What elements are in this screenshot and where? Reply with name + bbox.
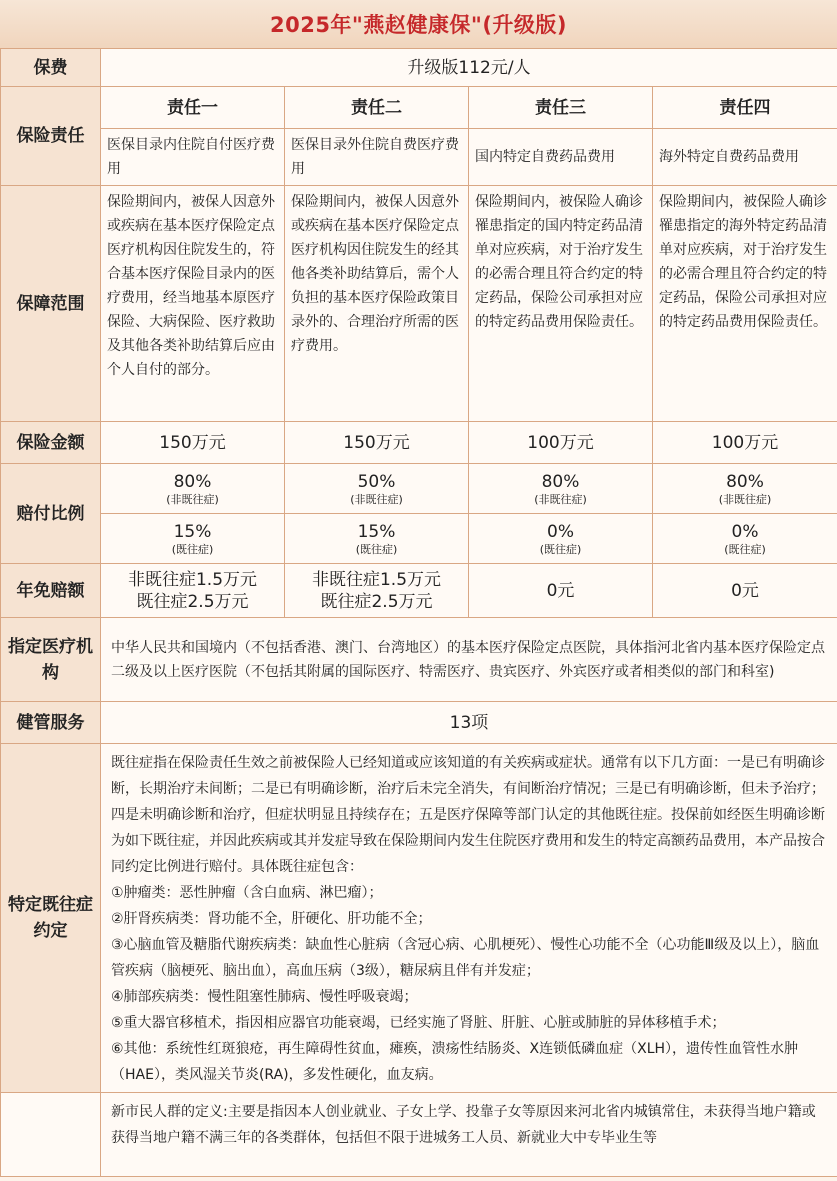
deductible-line: 非既往症1.5万元 bbox=[311, 569, 442, 590]
coverage-name-row bbox=[1, 87, 837, 129]
ratio-pre-cell-2 bbox=[285, 514, 469, 564]
ratio-pre-note: (既往症) bbox=[724, 542, 766, 556]
preexisting-row bbox=[1, 744, 837, 1093]
ratio-pre-note: (既往症) bbox=[171, 542, 214, 556]
premium-label: 保费 bbox=[1, 49, 101, 87]
ratio-pre-cell-1 bbox=[101, 514, 285, 564]
scope-text-2: 保险期间内，被保人因意外或疾病在基本医疗保险定点医疗机构因住院发生的经其他各类补助结算后，需个人负担的基本医疗保险政策目录外的、合理治疗所需的医疗费用。 bbox=[285, 186, 469, 422]
deductible-line: 非既往症1.5万元 bbox=[127, 569, 258, 590]
ratio-nonpre-cell-2 bbox=[285, 464, 469, 514]
ratio-label: 赔付比例 bbox=[1, 464, 101, 564]
coverage-desc-1: 医保目录内住院自付医疗费用 bbox=[101, 129, 285, 186]
coverage-desc-row bbox=[1, 129, 837, 186]
health-service-row bbox=[1, 702, 837, 744]
deductible-label: 年免赔额 bbox=[1, 564, 101, 618]
ratio-nonpre-value: 80% bbox=[541, 471, 580, 492]
title-banner bbox=[0, 0, 837, 49]
ratio-nonpre-cell-4 bbox=[653, 464, 837, 514]
coverage-desc-3: 国内特定自费药品费用 bbox=[469, 129, 653, 186]
ratio-pre-value: 15% bbox=[173, 521, 212, 542]
ratio-pre-value: 0% bbox=[731, 521, 759, 542]
ratio-pre-note: (既往症) bbox=[539, 542, 582, 556]
ratio-nonpre-note: (非既往症) bbox=[534, 492, 587, 506]
coverage-name-4: 责任四 bbox=[653, 87, 837, 129]
ratio-nonpre-value: 50% bbox=[357, 471, 396, 492]
ratio-nonpre-note: (非既往症) bbox=[166, 492, 219, 506]
deductible-cell-1 bbox=[101, 564, 285, 618]
deductible-cell-3: 0元 bbox=[469, 564, 653, 618]
coverage-label: 保险责任 bbox=[1, 87, 101, 186]
coverage-name-3: 责任三 bbox=[469, 87, 653, 129]
preexisting-item-2: ②肝肾疾病类：肾功能不全，肝硬化、肝功能不全； bbox=[111, 911, 432, 927]
ratio-nonpre-note: (非既往症) bbox=[718, 492, 772, 506]
preexisting-intro: 既往症指在保险责任生效之前被保险人已经知道或应该知道的有关疾病或症状。通常有以下几方面：一是已有明确诊断，长期治疗未间断；二是已有明确诊断，治疗后未完全消失，有间断治疗情况；三是已有明确诊断，但未予治疗；四是未明确诊断和治疗，但症状明显且持续存在；五是医疗保障等部门认定的其他既往症。投保前如经医生明确诊断为如下既往症，并因此疾病或其并发症导致在保险期间内发生住院医疗费用和发生的特定高额药品费用，本产品按合同约定比例进行赔付。具体既往症包含： bbox=[111, 755, 825, 875]
ratio-nonpre-row bbox=[1, 464, 837, 514]
preexisting-label: 特定既往症约定 bbox=[1, 744, 101, 1093]
preexisting-content bbox=[101, 744, 837, 1093]
deductible-cell-2 bbox=[285, 564, 469, 618]
insurance-table bbox=[0, 48, 837, 1177]
scope-text-1: 保险期间内，被保人因意外或疾病在基本医疗保险定点医疗机构因住院发生的，符合基本医疗保险目录内的医疗费用，经当地基本原医疗保险、大病保险、医疗救助及其他各类补助结算后应由个人自付的部分。 bbox=[101, 186, 285, 422]
preexisting-item-4: ④肺部疾病类：慢性阻塞性肺病、慢性呼吸衰竭； bbox=[111, 989, 418, 1005]
ratio-pre-value: 15% bbox=[357, 521, 396, 542]
page-title: 2025年"燕赵健康保"(升级版) bbox=[269, 13, 568, 37]
deductible-cell-4: 0元 bbox=[653, 564, 837, 618]
preexisting-item-3: ③心脑血管及糖脂代谢疾病类：缺血性心脏病（含冠心病、心肌梗死）、慢性心功能不全（心功能Ⅲ级及以上），脑血管疾病（脑梗死、脑出血），高血压病（3级），糖尿病且伴有并发症； bbox=[111, 937, 820, 979]
amount-value-1: 150万元 bbox=[101, 422, 285, 464]
new-resident-text: 新市民人群的定义:主要是指因本人创业就业、子女上学、投靠子女等原因来河北省内城镇常住，未获得当地户籍或获得当地户籍不满三年的各类群体，包括但不限于进城务工人员、新就业大中专毕业生等 bbox=[101, 1093, 837, 1177]
scope-label: 保障范围 bbox=[1, 186, 101, 422]
new-resident-row bbox=[1, 1093, 837, 1177]
ratio-pre-row bbox=[1, 514, 837, 564]
preexisting-item-6: ⑥其他：系统性红斑狼疮，再生障碍性贫血，瘫痪，溃疡性结肠炎、X连锁低磷血症（XLH），遗传性血管性水肿（HAE），类风湿关节炎(RA)，多发性硬化，血友病。 bbox=[111, 1041, 799, 1083]
amount-value-4: 100万元 bbox=[653, 422, 837, 464]
ratio-nonpre-value: 80% bbox=[173, 471, 212, 492]
ratio-nonpre-cell-3 bbox=[469, 464, 653, 514]
health-service-value: 13项 bbox=[101, 702, 837, 744]
hospitals-row bbox=[1, 618, 837, 702]
coverage-name-1: 责任一 bbox=[101, 87, 285, 129]
scope-row bbox=[1, 186, 837, 422]
health-service-label: 健管服务 bbox=[1, 702, 101, 744]
preexisting-item-5: ⑤重大器官移植术，指因相应器官功能衰竭，已经实施了肾脏、肝脏、心脏或肺脏的异体移植手术； bbox=[111, 1015, 726, 1031]
hospitals-text: 中华人民共和国境内（不包括香港、澳门、台湾地区）的基本医疗保险定点医院，具体指河北省内基本医疗保险定点二级及以上医疗医院（不包括其附属的国际医疗、特需医疗、贵宾医疗、外宾医疗或者相类似的部门和科室) bbox=[101, 618, 837, 702]
premium-row bbox=[1, 49, 837, 87]
ratio-nonpre-cell-1 bbox=[101, 464, 285, 514]
coverage-desc-4: 海外特定自费药品费用 bbox=[653, 129, 837, 186]
scope-text-3: 保险期间内，被保险人确诊罹患指定的国内特定药品清单对应疾病，对于治疗发生的必需合理且符合约定的特定药品，保险公司承担对应的特定药品费用保险责任。 bbox=[469, 186, 653, 422]
hospitals-label: 指定医疗机构 bbox=[1, 618, 101, 702]
premium-value: 升级版112元/人 bbox=[101, 49, 837, 87]
coverage-desc-2: 医保目录外住院自费医疗费用 bbox=[285, 129, 469, 186]
scope-text-4: 保险期间内，被保险人确诊罹患指定的海外特定药品清单对应疾病，对于治疗发生的必需合理且符合约定的特定药品，保险公司承担对应的特定药品费用保险责任。 bbox=[653, 186, 837, 422]
ratio-nonpre-value: 80% bbox=[726, 471, 764, 492]
coverage-name-2: 责任二 bbox=[285, 87, 469, 129]
ratio-nonpre-note: (非既往症) bbox=[350, 492, 403, 506]
deductible-line: 既往症2.5万元 bbox=[136, 591, 249, 612]
ratio-pre-cell-4 bbox=[653, 514, 837, 564]
deductible-row bbox=[1, 564, 837, 618]
amount-label: 保险金额 bbox=[1, 422, 101, 464]
new-resident-blank bbox=[1, 1093, 101, 1177]
preexisting-item-1: ①肿瘤类：恶性肿瘤（含白血病、淋巴瘤）； bbox=[111, 885, 383, 901]
amount-value-3: 100万元 bbox=[469, 422, 653, 464]
ratio-pre-value: 0% bbox=[547, 521, 574, 542]
amount-value-2: 150万元 bbox=[285, 422, 469, 464]
ratio-pre-note: (既往症) bbox=[355, 542, 398, 556]
deductible-line: 既往症2.5万元 bbox=[320, 591, 433, 612]
amount-row bbox=[1, 422, 837, 464]
ratio-pre-cell-3 bbox=[469, 514, 653, 564]
